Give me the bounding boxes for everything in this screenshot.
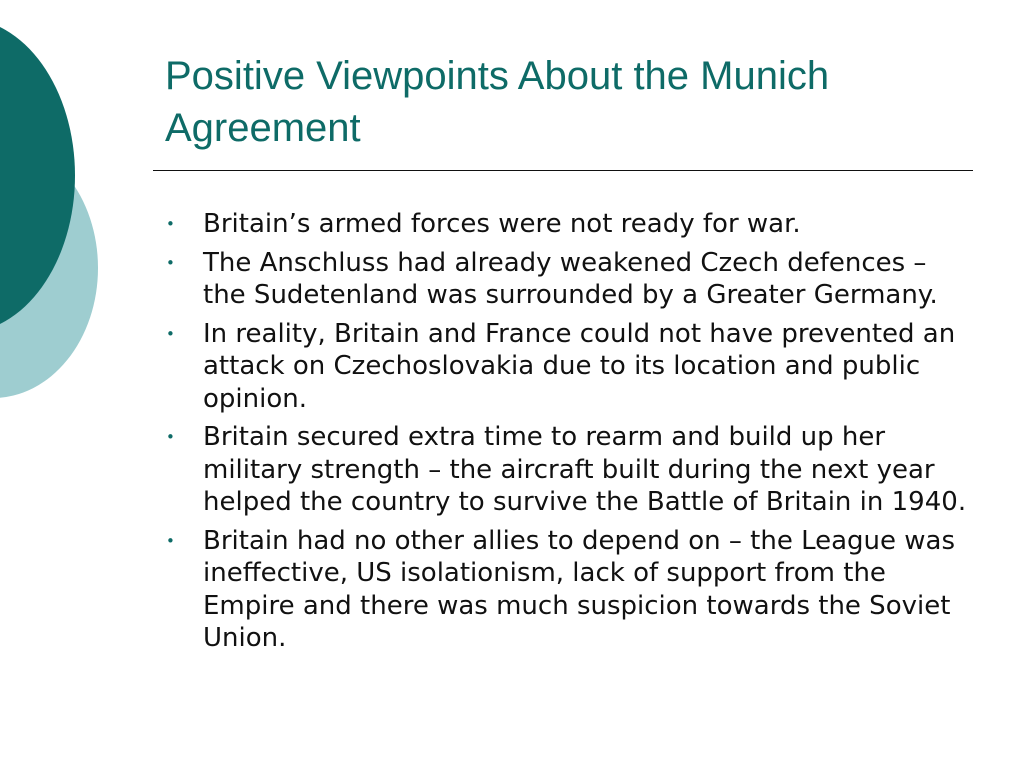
bullet-item	[166, 318, 973, 416]
bullet-icon: •	[166, 324, 175, 343]
bullet-text: Britain’s armed forces were not ready for war.	[203, 209, 801, 239]
bullet-item	[166, 421, 973, 519]
bullet-item	[166, 247, 973, 312]
bullet-item	[166, 208, 973, 241]
bullet-icon: •	[166, 215, 175, 233]
bullet-text: In reality, Britain and France could not have prevented an attack on Czechoslovakia due to its location and public opinion.	[203, 318, 956, 414]
title-divider	[153, 170, 973, 171]
bullet-icon: •	[166, 253, 175, 272]
bullet-text: Britain secured extra time to rearm and build up her military strength – the aircraft built during the next year helped the country to survive the Battle of Britain in 1940.	[203, 422, 967, 517]
bullet-icon: •	[166, 531, 175, 550]
bullet-icon: •	[166, 428, 175, 446]
bullet-item	[166, 525, 973, 655]
slide-title: Positive Viewpoints About the Munich Agreement	[165, 54, 830, 150]
bullet-list	[166, 208, 973, 655]
bullet-text: The Anschluss had already weakened Czech defences – the Sudetenland was surrounded by a Greater Germany.	[203, 247, 938, 310]
bullet-text: Britain had no other allies to depend on – the League was ineffective, US isolationism, lack of support from the Empire and there was much suspicion towards the Soviet Union.	[203, 525, 956, 653]
